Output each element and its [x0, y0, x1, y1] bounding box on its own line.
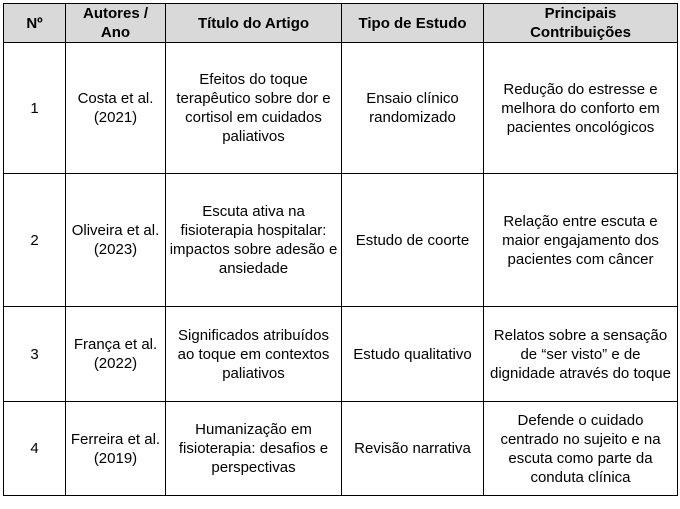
header-row	[4, 4, 678, 43]
table-body	[4, 43, 678, 496]
header-authors-line2: Ano	[100, 24, 131, 41]
cell-num: 3	[4, 307, 66, 402]
table-row	[4, 174, 678, 307]
header-title: Título do Artigo	[166, 4, 342, 43]
cell-study-type: Revisão narrativa	[342, 402, 484, 496]
cell-num: 4	[4, 402, 66, 496]
cell-authors: França et al. (2022)	[66, 307, 166, 402]
cell-num: 1	[4, 43, 66, 174]
header-num: Nº	[4, 4, 66, 43]
table-row	[4, 402, 678, 496]
cell-num: 2	[4, 174, 66, 307]
cell-contribution: Defende o cuidado centrado no sujeito e na escuta como parte da conduta clínica	[484, 402, 678, 496]
cell-contribution: Relação entre escuta e maior engajamento dos pacientes com câncer	[484, 174, 678, 307]
cell-title: Escuta ativa na fisioterapia hospitalar: impactos sobre adesão e ansiedade	[166, 174, 342, 307]
studies-table	[3, 3, 678, 496]
cell-study-type: Estudo qualitativo	[342, 307, 484, 402]
header-authors	[66, 4, 166, 43]
header-contrib-line1: Principais	[544, 5, 617, 22]
cell-study-type: Ensaio clínico randomizado	[342, 43, 484, 174]
cell-title: Efeitos do toque terapêutico sobre dor e cortisol em cuidados paliativos	[166, 43, 342, 174]
table-header	[4, 4, 678, 43]
cell-study-type: Estudo de coorte	[342, 174, 484, 307]
table-row	[4, 43, 678, 174]
cell-title: Significados atribuídos ao toque em contextos paliativos	[166, 307, 342, 402]
header-authors-line1: Autores /	[82, 5, 148, 22]
cell-authors: Ferreira et al. (2019)	[66, 402, 166, 496]
cell-contribution: Relatos sobre a sensação de “ser visto” e de dignidade através do toque	[484, 307, 678, 402]
cell-title: Humanização em fisioterapia: desafios e perspectivas	[166, 402, 342, 496]
cell-contribution: Redução do estresse e melhora do conforto em pacientes oncológicos	[484, 43, 678, 174]
header-contributions	[484, 4, 678, 43]
cell-authors: Costa et al. (2021)	[66, 43, 166, 174]
cell-authors: Oliveira et al. (2023)	[66, 174, 166, 307]
header-study-type: Tipo de Estudo	[342, 4, 484, 43]
header-contrib-line2: Contribuições	[530, 24, 631, 41]
table-row	[4, 307, 678, 402]
